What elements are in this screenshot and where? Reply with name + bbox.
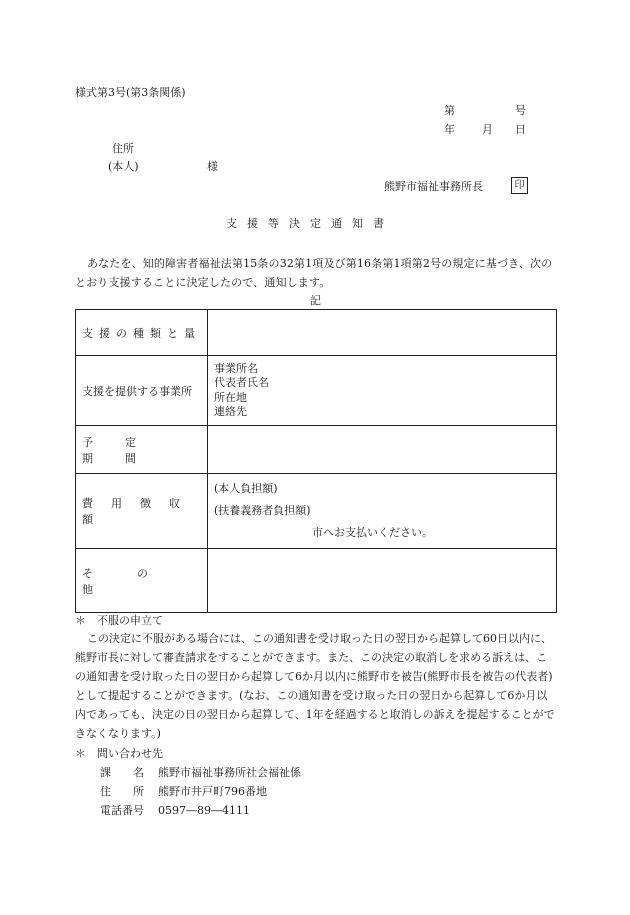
row-label-other bbox=[76, 549, 208, 613]
row-label-cost bbox=[76, 474, 208, 549]
ki-label: 記 bbox=[310, 294, 321, 307]
seal-stamp: 印 bbox=[511, 177, 528, 194]
guardian-burden-label: (扶養義務者負担額) bbox=[214, 504, 311, 517]
form-label: 様式第3号(第3条関係) bbox=[75, 86, 186, 99]
tel-value: 0597―89―4111 bbox=[158, 804, 250, 817]
cost-label: 費用徴収額 bbox=[82, 497, 198, 526]
period-label: 予定期間 bbox=[82, 435, 168, 465]
year-label: 年 bbox=[444, 123, 455, 136]
day-label: 日 bbox=[515, 123, 526, 136]
table-row bbox=[76, 474, 557, 549]
provider-value bbox=[208, 356, 557, 426]
support-type-value bbox=[208, 310, 557, 356]
honorific: 様 bbox=[207, 160, 218, 173]
objection-body: この決定に不服がある場合には、この通知書を受け取った日の翌日から起算して60日以内に、熊野市長に対して審査請求をすることができます。また、この決定の取消しを求める訴えは、この通知書を受け取った日の翌日から起算して6か月以内に熊野市を被告(熊野市長を被告の代表者)として提起することができます。(なお、この通知書を受け取った日の翌日から起算して6か月以内であっても、決定の日の翌日から起算して、1年を経過すると取消しの訴えを提起することができなくなります。) bbox=[75, 632, 555, 740]
contact-address-row bbox=[100, 785, 267, 799]
period-value bbox=[208, 426, 557, 474]
table-row bbox=[76, 549, 557, 613]
row-label-period bbox=[76, 426, 208, 474]
objection-heading: ＊ 不服の申立て bbox=[75, 614, 163, 627]
intro-paragraph: あなたを、知的障害者福祉法第15条の32第1項及び第16条第1項第2号の規定に基づき、次のとおり支援することに決定したので、通知します。 bbox=[75, 257, 553, 289]
provider-address-label: 所在地 bbox=[214, 390, 247, 404]
support-type-label: 支援の種類と量 bbox=[82, 326, 201, 340]
issuer-name: 熊野市福祉事務所長 bbox=[384, 180, 483, 193]
support-table bbox=[75, 309, 557, 613]
addr-value: 熊野市井戸町796番地 bbox=[158, 785, 267, 798]
provider-contact-label: 連絡先 bbox=[214, 405, 247, 418]
self-burden-label: (本人負担額) bbox=[214, 482, 278, 495]
row-label-provider bbox=[76, 356, 208, 426]
table-row bbox=[76, 426, 557, 474]
row-label-support-type bbox=[76, 310, 208, 356]
month-label: 月 bbox=[482, 123, 493, 136]
document-title: 支援等決定通知書 bbox=[226, 217, 394, 230]
number-prefix: 第 bbox=[444, 104, 455, 117]
contact-heading: ＊ 問い合わせ先 bbox=[75, 747, 163, 760]
table-row bbox=[76, 356, 557, 426]
payment-note: 市へお支払いください。 bbox=[312, 526, 433, 539]
tel-label: 電話番号 bbox=[100, 804, 144, 817]
table-row bbox=[76, 310, 557, 356]
provider-label: 支援を提供する事業所 bbox=[82, 384, 192, 398]
number-suffix: 号 bbox=[515, 104, 526, 117]
contact-tel-row bbox=[100, 804, 250, 818]
addr-label: 住 所 bbox=[100, 785, 144, 798]
address-label: 住所 bbox=[112, 142, 134, 155]
cost-value bbox=[208, 474, 557, 549]
provider-name-label: 事業所名 bbox=[214, 361, 258, 375]
other-label: その他 bbox=[82, 566, 192, 596]
issuer-seal bbox=[511, 177, 528, 194]
person-label: (本人) bbox=[108, 160, 139, 173]
provider-rep-label: 代表者氏名 bbox=[214, 376, 269, 389]
dept-label: 課 名 bbox=[100, 766, 144, 779]
dept-value: 熊野市福祉事務所社会福祉係 bbox=[158, 766, 301, 779]
other-value bbox=[208, 549, 557, 613]
contact-dept-row bbox=[100, 766, 301, 780]
